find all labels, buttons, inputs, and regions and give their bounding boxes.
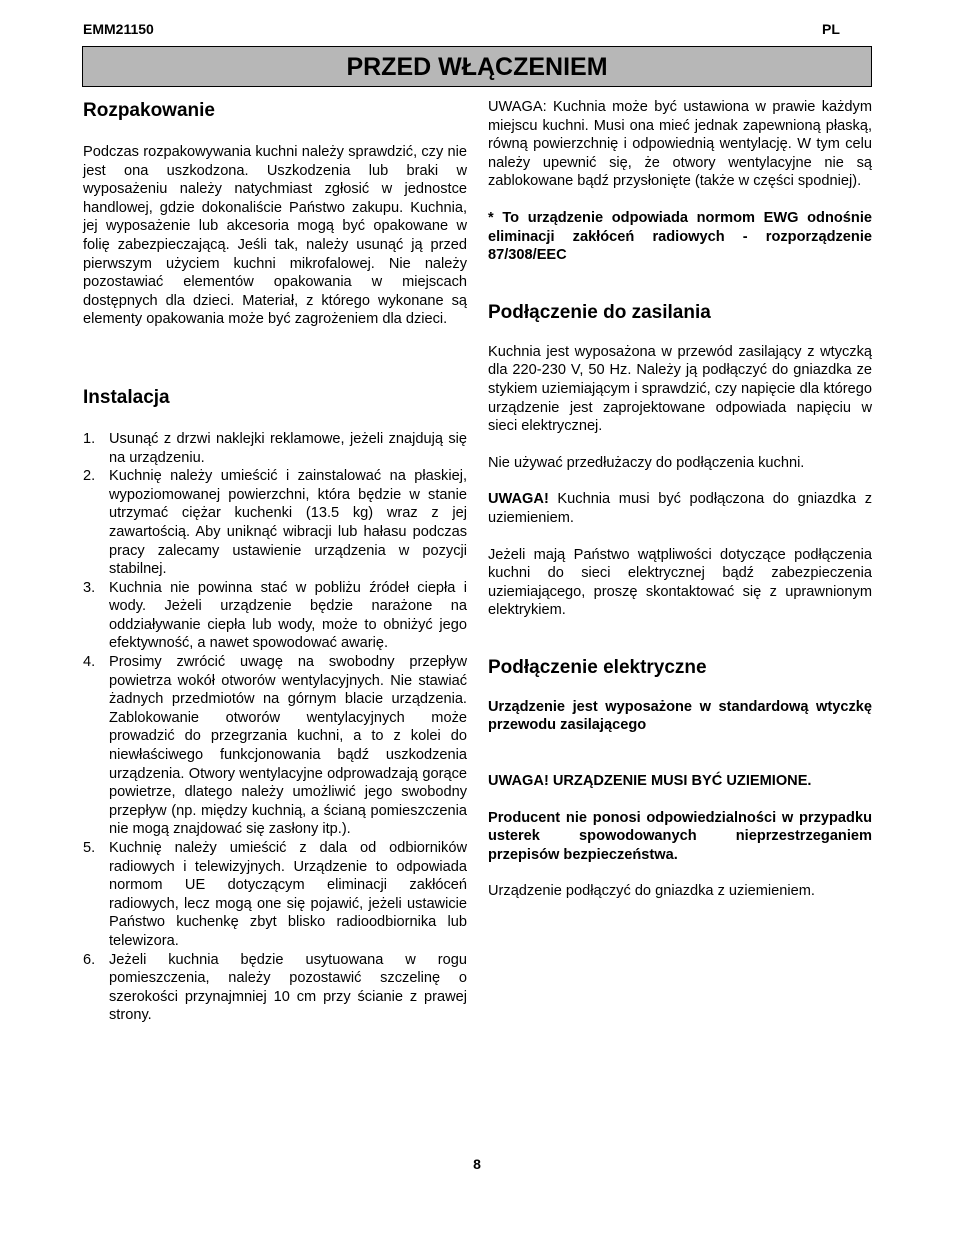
paragraph-rozpakowanie: Podczas rozpakowywania kuchni należy sprawdzić, czy nie jest ona uszkodzona. Uszkodzenia lub braki w wyposażeniu należy natychmiast zgłosić w jednostce handlowej, gdzie dokonaliście Państwo zakupu. Kuchnia, jej wyposażenie lub akcesoria mogą być opakowane w folię zabezpieczającą. Jeśli tak, należy usunąć ją przed pierwszym użyciem kuchni mikrofalowej. Nie należy pozostawiać elementów opakowania w miejscach dostępnych dla dzieci. Materiał, z którego wykonane są elementy opakowania może być zagrożeniem dla dzieci. (83, 144, 467, 328)
list-number: 3. (83, 579, 96, 596)
installation-list (83, 430, 467, 1025)
list-text: Prosimy zwrócić uwagę na swobodny przepływ powietrza wokół otworów wentylacyjnych. Nie stawiać żadnych przedmiotów na górnym blacie urządzenia. Zablokowanie otworów wentylacyjnych może prowadzić do przegrzania kuchni, a to z kolei do niewłaściwego funkcjonowania bądź uszkodzenia urządzenia. Otwory wentylacyjne odprowadzają gorące powietrze, dlatego należy umożliwić jego swobodny przepływ (np. między kuchnią, a ścianą pomieszczenia nie mogą znajdować się zasłony itp.). (109, 654, 467, 838)
list-number: 2. (83, 468, 96, 485)
paragraph-elektryczne-4: Urządzenie podłączyć do gniazdka z uziemieniem. (488, 883, 815, 900)
paragraph-zasilanie-1: Kuchnia jest wyposażona w przewód zasilający z wtyczką dla 220-230 V, 50 Hz. Należy ją podłączyć do gniazdka ze stykiem uziemiającym i sprawdzić, czy napięcie dla którego urządzenie jest zaprojektowane odpowiada napięciu w sieci elektrycznej. (488, 343, 872, 435)
list-item (83, 839, 467, 951)
paragraph-elektryczne-3: Producent nie ponosi odpowiedzialności w przypadku usterek spowodowanych nieprzestrzeganiem przepisów bezpieczeństwa. (488, 809, 872, 863)
paragraph-zasilanie-4: Jeżeli mają Państwo wątpliwości dotyczące podłączenia kuchni do sieci elektrycznej bądź zabezpieczenia uziemiającego, proszę skontaktować się z uprawnionym elektrykiem. (488, 546, 872, 619)
list-text: Usunąć z drzwi naklejki reklamowe, jeżeli znajdują się na urządzeniu. (109, 430, 467, 466)
paragraph-elektryczne-1: Urządzenie jest wyposażone w standardową wtyczkę przewodu zasilającego (488, 698, 872, 734)
paragraph-uwaga: UWAGA: Kuchnia może być ustawiona w prawie każdym miejscu kuchni. Musi ona mieć jednak zapewnioną płaską, równą powierzchnię i odpowiednią wentylację. W tym celu należy upewnić się, że otwory wentylacyjne nie są zablokowane bądź przysłonięte (także w części spodniej). (488, 99, 872, 190)
section-heading-zasilanie: Podłączenie do zasilania (488, 301, 711, 323)
list-item (83, 467, 467, 579)
list-item (83, 430, 467, 467)
list-text: Jeżeli kuchnia będzie usytuowana w rogu pomieszczenia, należy pozostawić szczelinę o szerokości przynajmniej 10 cm przy ścianie z prawej strony. (109, 951, 467, 1024)
paragraph-ewg-norm: * To urządzenie odpowiada normom EWG odnośnie eliminacji zakłóceń radiowych - rozporządzenie 87/308/EEC (488, 209, 872, 264)
list-number: 4. (83, 654, 96, 671)
document-model: EMM21150 (83, 21, 154, 37)
list-text: Kuchnię należy umieścić z dala od odbiorników radiowych i telewizyjnych. Urządzenie to odpowiada normom UE dotyczącym eliminacji zakłóceń radiowych, lecz mogą one się pojawić, jeżeli ustawicie Państwo kuchenkę zbyt blisko radioodbiornika lub telewizora. (109, 840, 467, 949)
list-item (83, 579, 467, 653)
paragraph-zasilanie-2: Nie używać przedłużaczy do podłączenia kuchni. (488, 454, 805, 471)
list-item (83, 653, 467, 839)
section-heading-rozpakowanie: Rozpakowanie (83, 100, 215, 121)
list-number: 6. (83, 951, 96, 968)
list-item (83, 951, 467, 1025)
document-language: PL (822, 21, 840, 37)
list-number: 1. (83, 430, 96, 447)
page-title: PRZED WŁĄCZENIEM (82, 46, 872, 87)
list-text: Kuchnię należy umieścić i zainstalować na płaskiej, wypoziomowanej powierzchni, która będzie w stanie utrzymać ciężar kuchenki (13.5 kg) wraz z jej zawartością. Aby uniknąć wibracji lub hałasu podczas pracy zalecamy ustawienie urządzenia w pozycji stabilnej. (109, 468, 467, 578)
warning-label: UWAGA! (488, 491, 549, 508)
list-text: Kuchnia nie powinna stać w pobliżu źródeł ciepła i wody. Jeżeli urządzenie będzie narażone na oddziaływanie ciepła lub wody, może to obniżyć jego efektywność, a nawet spowodować awarię. (109, 579, 467, 652)
paragraph-zasilanie-3 (488, 490, 872, 527)
left-column (83, 98, 467, 1025)
section-heading-instalacja: Instalacja (83, 386, 170, 408)
paragraph-elektryczne-2: UWAGA! URZĄDZENIE MUSI BYĆ UZIEMIONE. (488, 773, 812, 790)
right-column (488, 98, 872, 901)
page-number: 8 (473, 1156, 481, 1172)
list-number: 5. (83, 840, 96, 856)
warning-text: Kuchnia musi być podłączona do gniazdka z uziemieniem. (488, 491, 872, 526)
section-heading-elektryczne: Podłączenie elektryczne (488, 656, 707, 678)
